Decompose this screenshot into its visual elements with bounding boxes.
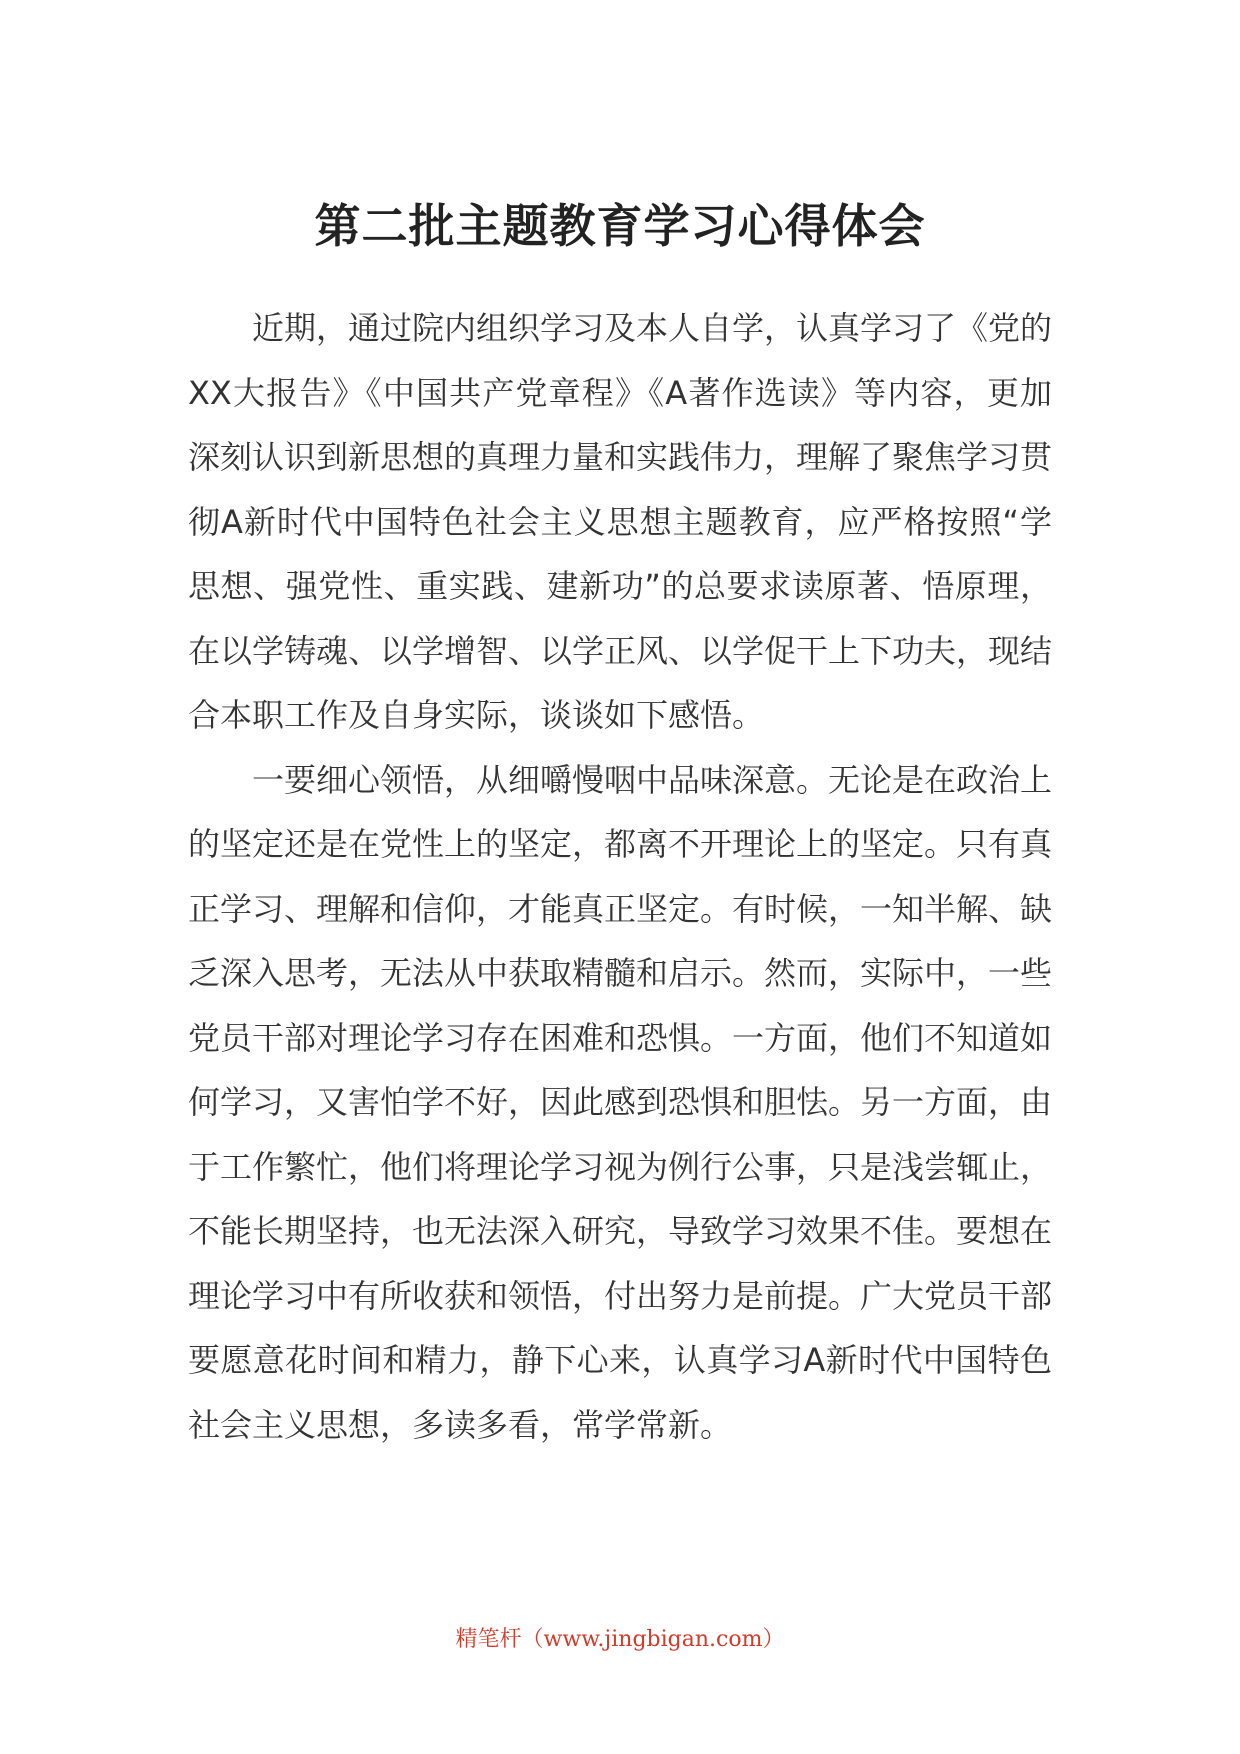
source-footer: 精笔杆（www.jingbigan.com） bbox=[455, 1627, 785, 1652]
paragraph-intro: 近期，通过院内组织学习及本人自学，认真学习了《党的XX大报告》《中国共产党章程》《A著作选读》等内容，更加深刻认识到新思想的真理力量和实践伟力，理解了聚焦学习贯彻A新时代中国特色社会主义思想主题教育，应严格按照“学思想、强党性、重实践、建新功”的总要求读原著、悟原理，在以学铸魂、以学增智、以学正风、以学促干上下功夫，现结合本职工作及自身实际，谈谈如下感悟。 bbox=[188, 309, 1053, 734]
document-body bbox=[188, 296, 1052, 1457]
document-title: 第二批主题教育学习心得体会 bbox=[314, 199, 926, 253]
paragraph-point-one: 一要细心领悟，从细嚼慢咽中品味深意。无论是在政治上的坚定还是在党性上的坚定，都离不开理论上的坚定。只有真正学习、理解和信仰，才能真正坚定。有时候，一知半解、缺乏深入思考，无法从中获取精髓和启示。然而，实际中，一些党员干部对理论学习存在困难和恐惧。一方面，他们不知道如何学习，又害怕学不好，因此感到恐惧和胆怯。另一方面，由于工作繁忙，他们将理论学习视为例行公事，只是浅尝辄止，不能长期坚持，也无法深入研究，导致学习效果不佳。要想在理论学习中有所收获和领悟，付出努力是前提。广大党员干部要愿意花时间和精力，静下心来，认真学习A新时代中国特色社会主义思想，多读多看，常学常新。 bbox=[188, 760, 1053, 1444]
